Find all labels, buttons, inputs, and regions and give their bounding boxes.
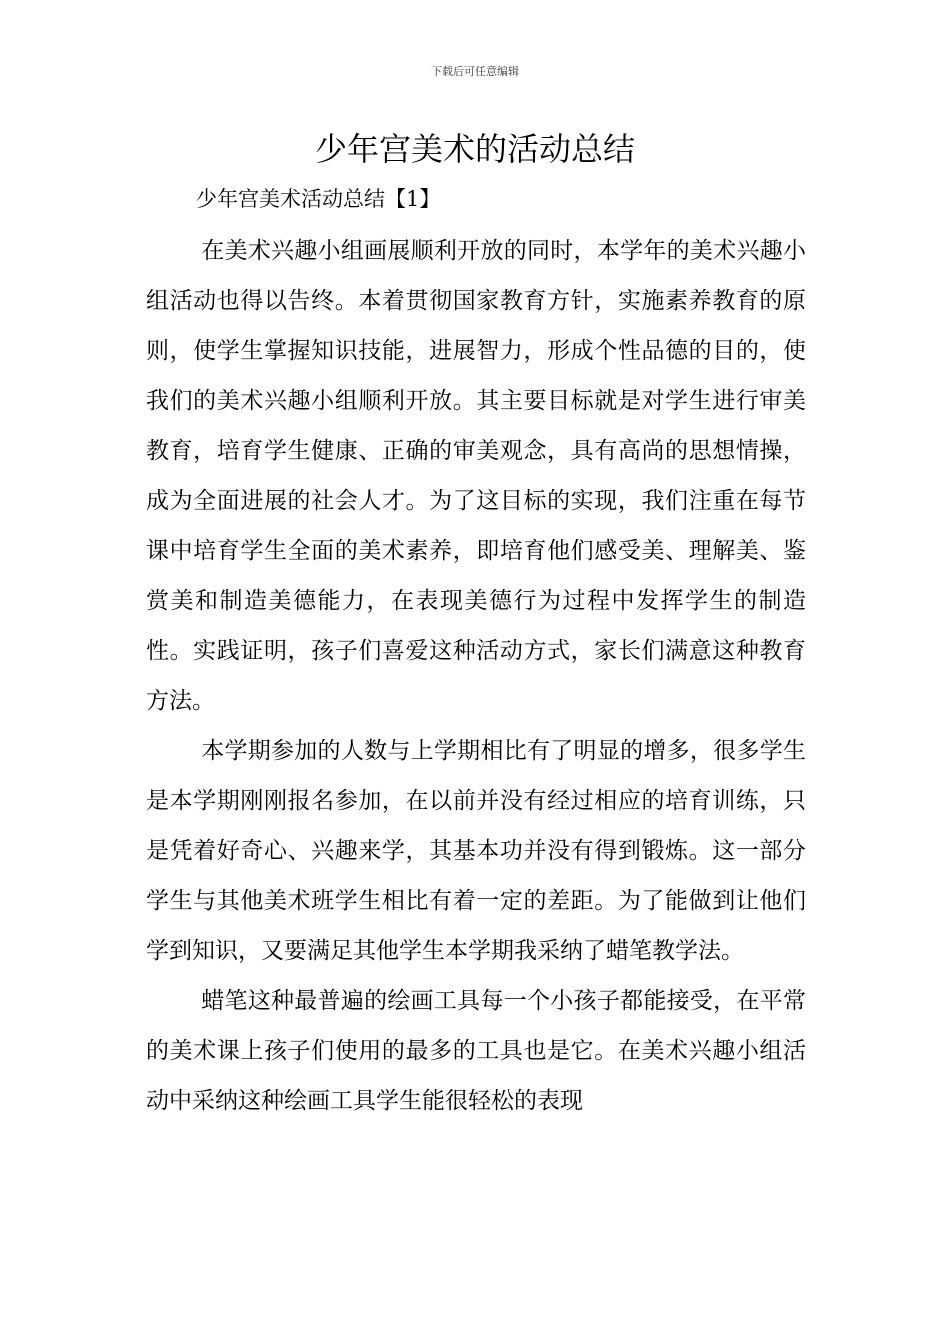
page-header-note: 下载后可任意编辑 bbox=[431, 65, 519, 78]
document-subtitle: 少年宫美术活动总结【1】 bbox=[196, 187, 441, 211]
document-title: 少年宫美术的活动总结 bbox=[314, 130, 635, 168]
document-body bbox=[146, 226, 806, 1126]
body-paragraph: 蜡笔这种最普遍的绘画工具每一个小孩子都能接受，在平常的美术课上孩子们使用的最多的工具也是它。在美术兴趣小组活动中采纳这种绘画工具学生能很轻松的表现 bbox=[146, 988, 806, 1114]
body-paragraph: 本学期参加的人数与上学期相比有了明显的增多，很多学生是本学期刚刚报名参加，在以前并没有经过相应的培育训练，只是凭着好奇心、兴趣来学，其基本功并没有得到锻炼。这一部分学生与其他美术班学生相比有着一定的差距。为了能做到让他们学到知识，又要满足其他学生本学期我采纳了蜡笔教学法。 bbox=[146, 738, 806, 964]
body-paragraph: 在美术兴趣小组画展顺利开放的同时，本学年的美术兴趣小组活动也得以告终。本着贯彻国家教育方针，实施素养教育的原则，使学生掌握知识技能，进展智力，形成个性品德的目的，使我们的美术兴趣小组顺利开放。其主要目标就是对学生进行审美教育，培育学生健康、正确的审美观念，具有高尚的思想情操，成为全面进展的社会人才。为了这目标的实现，我们注重在每节课中培育学生全面的美术素养，即培育他们感受美、理解美、鉴赏美和制造美德能力，在表现美德行为过程中发挥学生的制造性。实践证明，孩子们喜爱这种活动方式，家长们满意这种教育方法。 bbox=[146, 238, 806, 714]
